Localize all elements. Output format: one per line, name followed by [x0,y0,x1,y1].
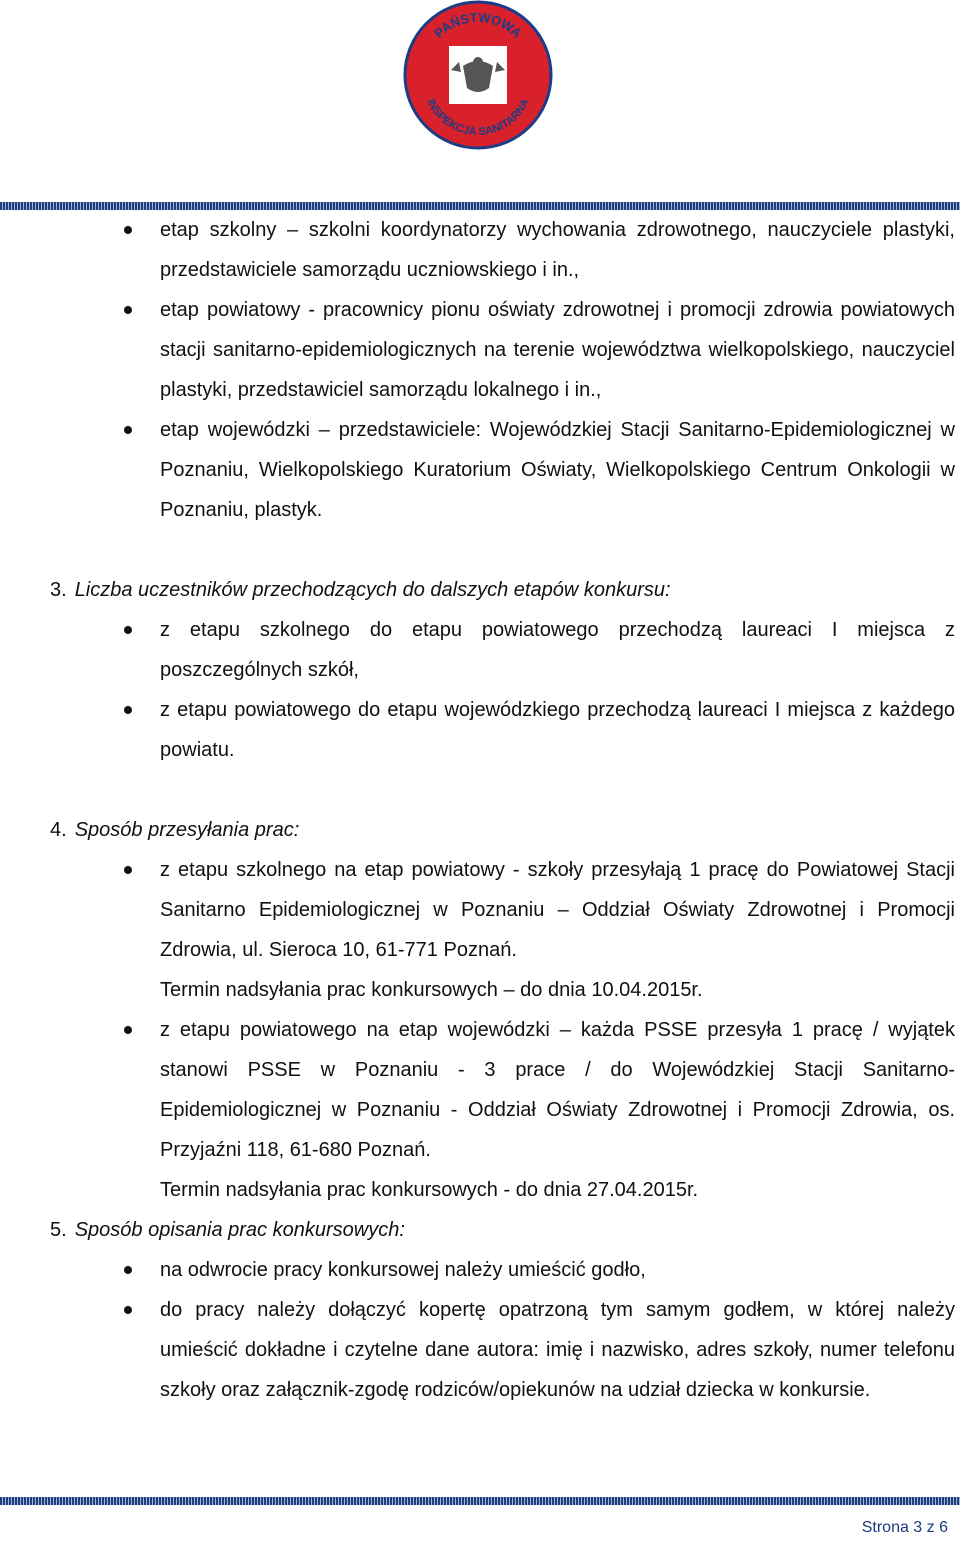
document-body [0,210,960,1410]
header-rule [0,202,960,210]
page-number: Strona 3 z 6 [861,1519,948,1536]
section5-list [0,1250,960,1410]
list-item: etap powiatowy - pracownicy pionu oświaty zdrowotnej i promocji zdrowia powiatowych stacji sanitarno-epidemiologicznych na terenie województwa wielkopolskiego, nauczyciel plastyki, przedstawiciel samorządu lokalnego i in., [160,290,955,410]
bullet-icon [124,1306,132,1314]
list-item: etap wojewódzki – przedstawiciele: Wojewódzkiej Stacji Sanitarno-Epidemiologicznej w Poznaniu, Wielkopolskiego Kuratorium Oświaty, Wielkopolskiego Centrum Onkologii w Poznaniu, plastyk. [160,410,955,530]
section3-list [0,610,960,770]
section4-list [0,850,960,1210]
section2-list [0,210,960,530]
bullet-icon [124,226,132,234]
list-item: z etapu powiatowego na etap wojewódzki – każda PSSE przesyła 1 pracę / wyjątek stanowi PSSE w Poznaniu - 3 prace / do Wojewódzkiej Stacji Sanitarno-Epidemiologicznej w Poznaniu - Oddział Oświaty Zdrowotnej i Promocji Zdrowia, os. Przyjaźni 118, 61-680 Poznań. Termin nadsyłania prac konkursowych - do dnia 27.04.2015r. [160,1010,955,1210]
svg-text:PAŃSTWOWA: PAŃSTWOWA [431,9,525,41]
bullet-icon [124,306,132,314]
deadline-text: Termin nadsyłania prac konkursowych - do dnia 27.04.2015r. [160,1179,699,1201]
bullet-icon [124,866,132,874]
footer-rule [0,1497,960,1505]
list-item: z etapu szkolnego do etapu powiatowego przechodzą laureaci I miejsca z poszczególnych szkół, [160,610,955,690]
bullet-icon [124,426,132,434]
deadline-text: Termin nadsyłania prac konkursowych – do dnia 10.04.2015r. [160,979,703,1001]
list-item: na odwrocie pracy konkursowej należy umieścić godło, [160,1250,955,1290]
bullet-icon [124,1266,132,1274]
list-item: z etapu powiatowego do etapu wojewódzkiego przechodzą laureaci I miejsca z każdego powiatu. [160,690,955,770]
svg-text:INSPEKCJA SANITARNA: INSPEKCJA SANITARNA [424,96,532,139]
section3-heading: 3. Liczba uczestników przechodzących do dalszych etapów konkursu: [50,579,671,601]
bullet-icon [124,626,132,634]
list-item: z etapu szkolnego na etap powiatowy - szkoły przesyłają 1 pracę do Powiatowej Stacji Sanitarno Epidemiologicznej w Poznaniu – Oddział Oświaty Zdrowotnej i Promocji Zdrowia, ul. Sieroca 10, 61-771 Poznań. Termin nadsyłania prac konkursowych – do dnia 10.04.2015r. [160,850,955,1010]
section4-heading: 4. Sposób przesyłania prac: [50,819,300,841]
bullet-icon [124,1026,132,1034]
list-item: etap szkolny – szkolni koordynatorzy wychowania zdrowotnego, nauczyciele plastyki, przedstawiciele samorządu uczniowskiego i in., [160,210,955,290]
bullet-icon [124,706,132,714]
inspection-logo [403,0,553,150]
section5-heading: 5. Sposób opisania prac konkursowych: [50,1219,405,1241]
list-item: do pracy należy dołączyć kopertę opatrzoną tym samym godłem, w której należy umieścić dokładne i czytelne dane autora: imię i nazwisko, adres szkoły, numer telefonu szkoły oraz załącznik-zgodę rodziców/opiekunów na udział dziecka w konkursie. [160,1290,955,1410]
